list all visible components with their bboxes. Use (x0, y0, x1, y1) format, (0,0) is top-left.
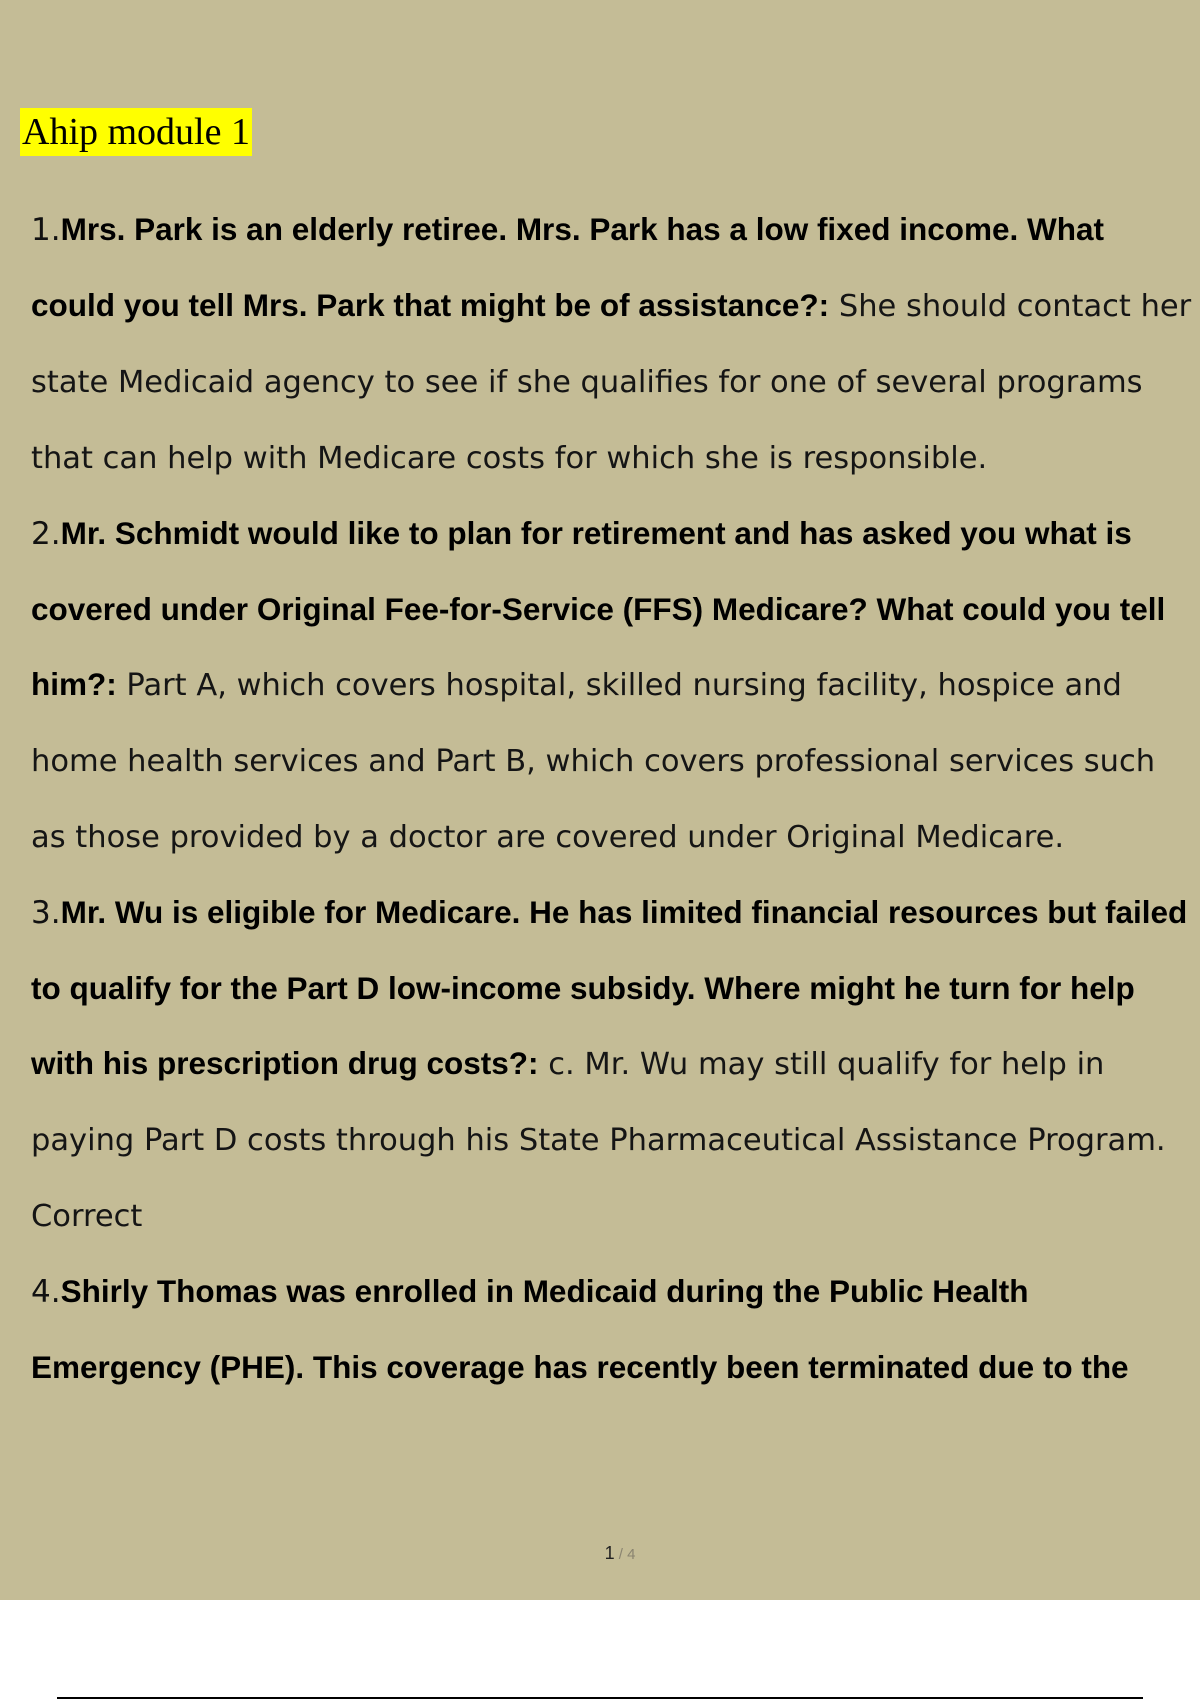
question-number: 4. (31, 1274, 61, 1310)
page-separator: / (614, 1546, 628, 1563)
question-number: 1. (31, 212, 61, 248)
question-number: 2. (31, 516, 61, 552)
question-text: Mr. Schmidt would like to plan for retirement and has asked you what is covered under Original Fee-for-Service (FFS) Medicare? What could you tell him?: (31, 515, 1166, 702)
question-text: Mrs. Park is an elderly retiree. Mrs. Park has a low fixed income. What could you tell Mrs. Park that might be of assistance?: (31, 211, 1104, 323)
question-item-4 (31, 1254, 1196, 1406)
question-item-1 (31, 192, 1196, 496)
current-page-number: 1 (604, 1543, 615, 1563)
question-list (31, 192, 1196, 1406)
bottom-divider (57, 1697, 1143, 1699)
question-text: Mr. Wu is eligible for Medicare. He has limited financial resources but failed to qualify for the Part D low-income subsidy. Where might he turn for help with his prescription drug costs?: (31, 894, 1188, 1081)
total-page-count: 4 (627, 1546, 636, 1563)
question-text: Shirly Thomas was enrolled in Medicaid during the Public Health Emergency (PHE). This coverage has recently been terminated due to the (31, 1273, 1129, 1385)
question-number: 3. (31, 895, 61, 931)
answer-text: c. Mr. Wu may still qualify for help in paying Part D costs through his State Pharmaceutical Assistance Program. Correct (31, 1047, 1166, 1234)
question-item-2 (31, 496, 1196, 875)
question-item-3 (31, 875, 1196, 1254)
document-title: Ahip module 1 (20, 108, 252, 156)
answer-text: Part A, which covers hospital, skilled nursing facility, hospice and home health services and Part B, which covers professional services such as those provided by a doctor are covered under Original Medicare. (31, 668, 1156, 855)
answer-text: She should contact her state Medicaid agency to see if she qualifies for one of several programs that can help with Medicare costs for which she is responsible. (31, 289, 1192, 476)
page-indicator (0, 1543, 1200, 1564)
